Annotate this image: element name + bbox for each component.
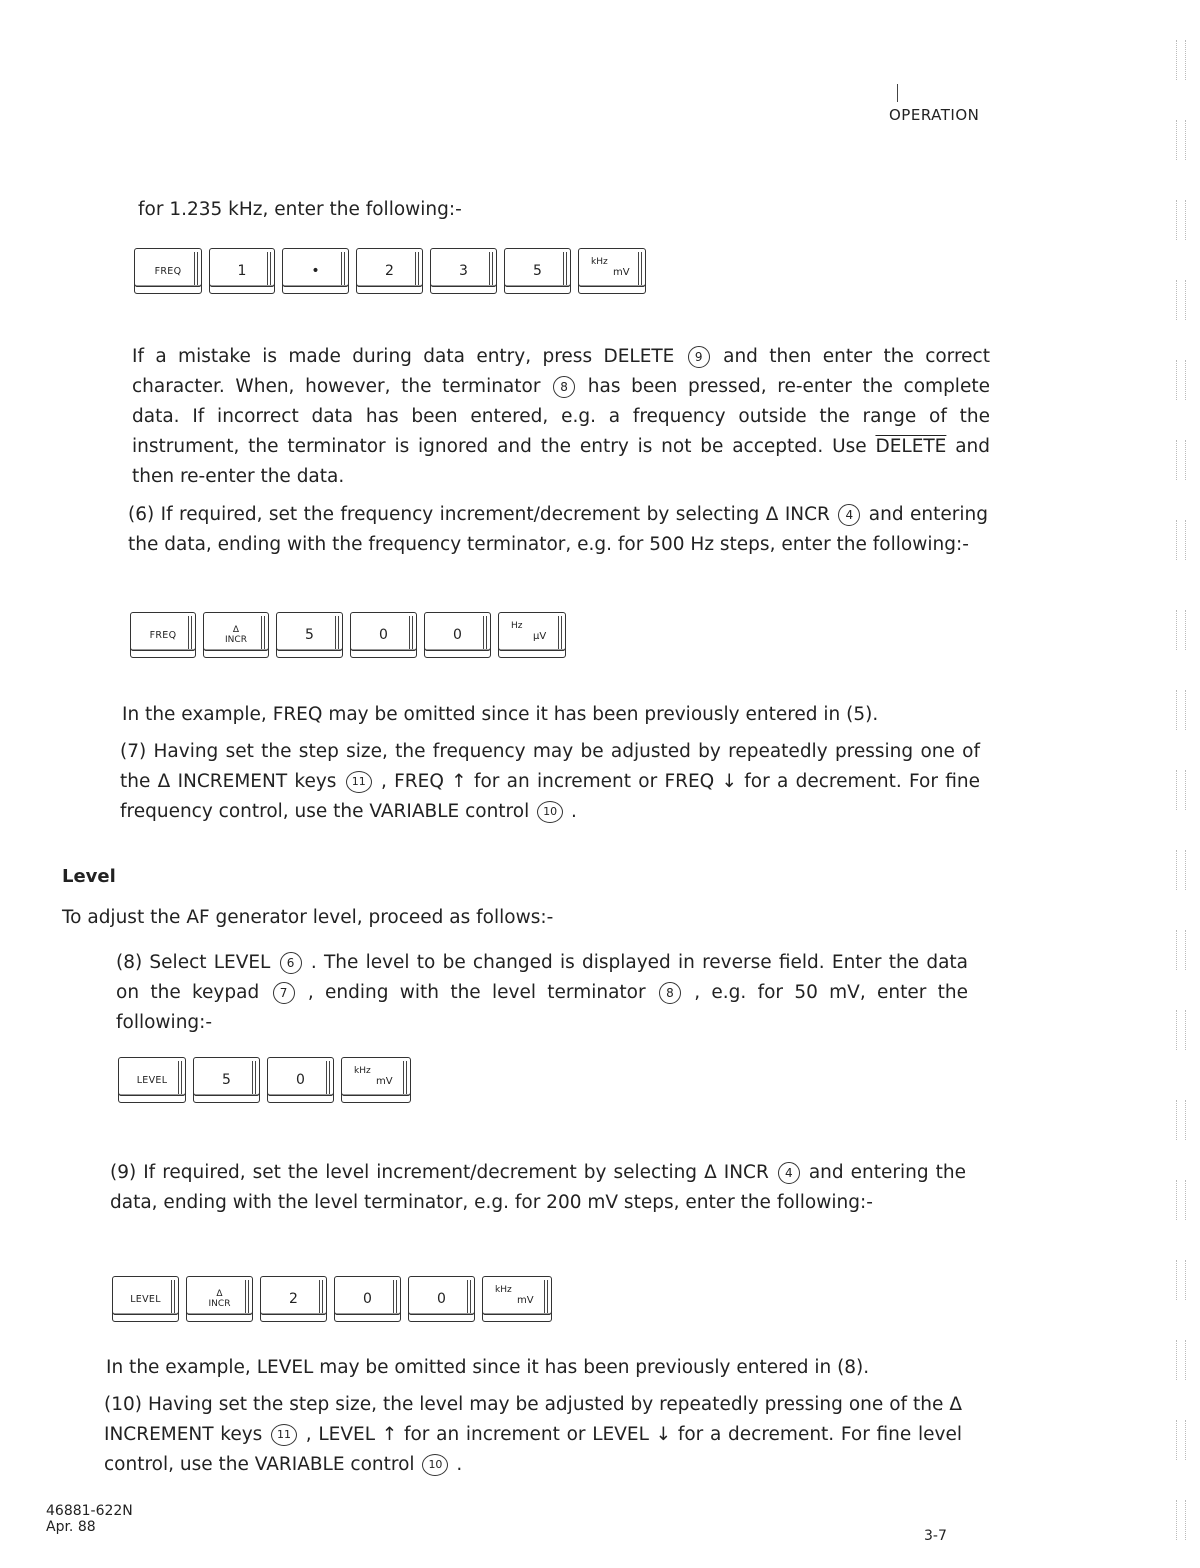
delete-keyword: DELETE (875, 436, 947, 457)
step5-intro: for 1.235 kHz, enter the following:- (138, 199, 462, 220)
callout-increment-keys: 11 (346, 771, 372, 793)
incr-label: INCR (225, 635, 247, 645)
header-rule (897, 84, 898, 102)
text: , FREQ ↑ for an increment or FREQ ↓ for a decrement. For fine frequency control, use the VARIABLE control (120, 771, 980, 822)
callout-variable: 10 (422, 1454, 448, 1476)
callout-terminator: 8 (553, 376, 575, 398)
text: , LEVEL ↑ for an increment or LEVEL ↓ for a decrement. For fine level control, use the VARIABLE control (104, 1424, 963, 1475)
callout-increment-keys: 11 (271, 1424, 297, 1446)
example-level-note: In the example, LEVEL may be omitted since it has been previously entered in (8). (106, 1357, 870, 1378)
text: . (571, 801, 577, 822)
section-header: OPERATION (889, 106, 980, 124)
keyseq-level-50 (118, 1057, 411, 1103)
callout-terminator: 8 (659, 982, 681, 1004)
doc-date: Apr. 88 (46, 1519, 96, 1535)
text: (9) If required, set the level increment/decrement by selecting Δ INCR (110, 1162, 769, 1183)
key-freq: FREQ (134, 248, 202, 294)
delta-symbol: Δ (232, 625, 240, 635)
binding-mark (1176, 120, 1186, 160)
callout-delete: 9 (688, 346, 710, 368)
keyseq-freq-1235 (134, 248, 646, 294)
text: , ending with the level terminator (307, 982, 646, 1003)
key-khz-mv-terminator (578, 248, 646, 294)
key-digit: 0 (350, 612, 417, 658)
callout-variable: 10 (537, 801, 563, 823)
step6-paragraph (128, 500, 988, 560)
keyseq-freq-500 (130, 612, 566, 658)
mistake-paragraph (132, 342, 990, 492)
binding-mark (1176, 1260, 1186, 1300)
binding-mark (1176, 1100, 1186, 1140)
binding-mark (1176, 770, 1186, 810)
key-digit: 5 (193, 1057, 260, 1103)
text: , e.g. for 50 mV, enter the following:- (116, 982, 969, 1033)
binding-mark (1176, 1420, 1186, 1460)
key-delta-incr (203, 612, 269, 658)
key-level: LEVEL (118, 1057, 186, 1103)
callout-keypad: 7 (273, 982, 295, 1004)
unit-bottom: mV (613, 267, 630, 278)
key-khz-mv-terminator (341, 1057, 411, 1103)
unit-bottom: µV (533, 631, 547, 642)
delta-symbol: Δ (216, 1289, 223, 1299)
key-digit: 0 (424, 612, 491, 658)
binding-mark (1176, 930, 1186, 970)
unit-bottom: mV (376, 1076, 393, 1087)
text: (8) Select LEVEL (116, 952, 271, 973)
key-digit: 5 (504, 248, 571, 294)
text: and then enter the correct character. When, however, the terminator (132, 346, 990, 397)
step8-paragraph (116, 948, 968, 1038)
text: . (456, 1454, 463, 1475)
key-freq: FREQ (130, 612, 196, 658)
callout-incr: 4 (778, 1162, 800, 1184)
unit-top: kHz (354, 1066, 371, 1076)
key-delta-incr (186, 1276, 253, 1322)
binding-mark (1176, 440, 1186, 480)
binding-mark (1176, 850, 1186, 890)
footer-doc-info (46, 1503, 133, 1535)
key-digit: 2 (356, 248, 423, 294)
example-freq-note: In the example, FREQ may be omitted since it has been previously entered in (5). (122, 704, 879, 725)
key-khz-mv-terminator (482, 1276, 552, 1322)
binding-mark (1176, 280, 1186, 320)
incr-label: INCR (208, 1299, 231, 1309)
unit-bottom: mV (517, 1295, 534, 1306)
step7-paragraph (120, 737, 980, 827)
key-decimal-point: • (282, 248, 349, 294)
key-digit: 0 (408, 1276, 475, 1322)
text: and then re-enter the data. (132, 436, 990, 487)
unit-top: Hz (511, 621, 523, 631)
text: If a mistake is made during data entry, press DELETE (132, 346, 675, 367)
binding-mark (1176, 520, 1186, 560)
binding-mark (1176, 360, 1186, 400)
binding-mark (1176, 200, 1186, 240)
key-hz-uv-terminator (498, 612, 566, 658)
binding-mark (1176, 1340, 1186, 1380)
key-digit: 2 (260, 1276, 327, 1322)
key-level: LEVEL (112, 1276, 179, 1322)
page-number: 3-7 (924, 1528, 947, 1544)
doc-number: 46881-622N (46, 1503, 133, 1519)
binding-mark (1176, 1010, 1186, 1050)
key-digit: 5 (276, 612, 343, 658)
step10-paragraph (104, 1390, 962, 1480)
step9-paragraph (110, 1158, 966, 1218)
text: (6) If required, set the frequency increment/decrement by selecting Δ INCR (128, 504, 830, 525)
unit-top: kHz (591, 257, 608, 267)
keyseq-level-200 (112, 1276, 552, 1322)
key-digit: 0 (267, 1057, 334, 1103)
text: has been pressed, re-enter the complete data. If incorrect data has been entered, e.g. a frequency outside the range of the instrument, the terminator is ignored and the entry is not be accepted. Use (132, 376, 990, 457)
binding-mark (1176, 610, 1186, 650)
binding-mark (1176, 1180, 1186, 1220)
level-intro: To adjust the AF generator level, proceed as follows:- (62, 907, 554, 928)
text: and entering the data, ending with the frequency terminator, e.g. for 500 Hz steps, enter the following:- (128, 504, 988, 555)
unit-top: kHz (495, 1285, 512, 1295)
callout-level: 6 (280, 952, 302, 974)
text: (10) Having set the step size, the level may be adjusted by repeatedly pressing one of the Δ INCREMENT keys (104, 1394, 962, 1445)
text: . The level to be changed is displayed in reverse field. Enter the data on the keypad (116, 952, 969, 1003)
binding-mark (1176, 40, 1186, 80)
key-digit: 1 (209, 248, 275, 294)
key-digit: 3 (430, 248, 497, 294)
key-digit: 0 (334, 1276, 401, 1322)
callout-incr: 4 (838, 504, 860, 526)
level-heading: Level (62, 866, 116, 887)
text: (7) Having set the step size, the frequency may be adjusted by repeatedly pressing one of the Δ INCREMENT keys (120, 741, 980, 792)
binding-mark (1176, 1500, 1186, 1540)
binding-mark (1176, 690, 1186, 730)
text: and entering the data, ending with the level terminator, e.g. for 200 mV steps, enter the following:- (110, 1162, 966, 1213)
